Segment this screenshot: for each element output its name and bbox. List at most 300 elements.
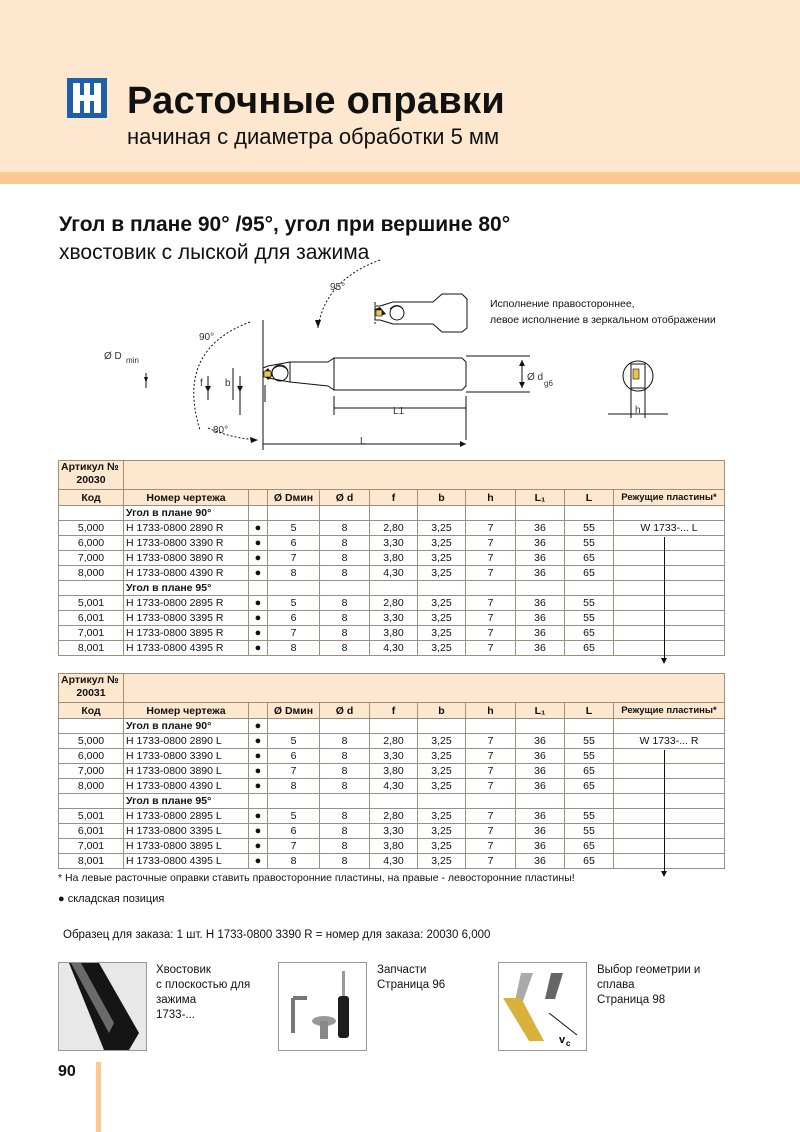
ref-parts-line: Запчасти: [377, 964, 427, 976]
cell-d: 8: [320, 779, 370, 794]
cell-insert: [614, 536, 725, 551]
group-empty-cell: [516, 719, 565, 734]
article-label: Артикул №: [61, 674, 119, 686]
group-row: [59, 506, 725, 521]
table-row: [59, 641, 725, 656]
group-title: Угол в плане 90°: [124, 719, 249, 734]
table-row: [59, 839, 725, 854]
cell-insert: [614, 596, 725, 611]
group-empty-cell: [418, 506, 466, 521]
continuation-arrow-icon: [664, 537, 665, 659]
column-header: Код: [59, 490, 124, 506]
drawing-note: [490, 296, 716, 328]
column-header: Номер чертежа: [124, 490, 249, 506]
cell-f: 2,80: [370, 809, 418, 824]
table-header-row: [59, 703, 725, 719]
column-header: L₁: [516, 703, 565, 719]
cell-insert: [614, 641, 725, 656]
ref-parts-line: Страница 96: [377, 979, 446, 991]
cell-l1: 36: [516, 854, 565, 869]
column-header: [249, 490, 268, 506]
cell-stock: ●: [249, 854, 268, 869]
cell-dmin: 6: [268, 749, 320, 764]
cell-stock: ●: [249, 839, 268, 854]
column-header: Ø Dмин: [268, 703, 320, 719]
cell-dmin: 6: [268, 611, 320, 626]
stock-legend: [58, 893, 164, 905]
stock-bullet-icon: ●: [58, 893, 65, 905]
cell-insert: [614, 809, 725, 824]
cell-f: 2,80: [370, 521, 418, 536]
ref-geometry-line: сплава: [597, 979, 635, 991]
table-row: [59, 734, 725, 749]
cell-l1: 36: [516, 809, 565, 824]
b-label: b: [225, 378, 231, 389]
cell-d: 8: [320, 551, 370, 566]
cell-d: 8: [320, 734, 370, 749]
page-subtitle: начиная с диаметра обработки 5 мм: [127, 124, 500, 149]
stock-legend-text: складская позиция: [67, 893, 165, 905]
cell-code: 7,000: [59, 551, 124, 566]
d-label: Ø d: [527, 372, 544, 383]
cell-stock: ●: [249, 521, 268, 536]
cell-stock: ●: [249, 824, 268, 839]
group-empty-cell: [565, 794, 614, 809]
group-empty-cell: [466, 581, 516, 596]
ref-geometry-text: [597, 963, 700, 1008]
cell-l1: 36: [516, 734, 565, 749]
cell-b: 3,25: [418, 551, 466, 566]
column-header: h: [466, 490, 516, 506]
footnote: * На левые расточные оправки ставить правосторонние пластины, на правые - левосторонние пластины!: [58, 872, 575, 884]
cell-code: 7,001: [59, 839, 124, 854]
group-spacer: [59, 506, 124, 521]
vc-label: v: [559, 1034, 566, 1046]
cell-l: 65: [565, 854, 614, 869]
cell-h: 7: [466, 749, 516, 764]
cell-dmin: 6: [268, 824, 320, 839]
cell-h: 7: [466, 551, 516, 566]
cell-insert: [614, 626, 725, 641]
group-row: [59, 794, 725, 809]
table-row: [59, 551, 725, 566]
cell-h: 7: [466, 779, 516, 794]
article-fill: [124, 461, 725, 490]
cell-drawing: H 1733-0800 3395 L: [124, 824, 249, 839]
cell-dmin: 8: [268, 566, 320, 581]
table-row: [59, 611, 725, 626]
cell-dmin: 5: [268, 734, 320, 749]
cell-dmin: 8: [268, 779, 320, 794]
article-fill: [124, 674, 725, 703]
ref-shank-line: с плоскостью для: [156, 979, 251, 991]
group-empty-cell: [370, 506, 418, 521]
cell-stock: ●: [249, 809, 268, 824]
group-empty-cell: [516, 506, 565, 521]
group-empty-cell: [466, 719, 516, 734]
article-row: [59, 674, 725, 703]
angle-95-label: 95°: [330, 282, 346, 293]
cell-drawing: H 1733-0800 2895 L: [124, 809, 249, 824]
cell-stock: ●: [249, 551, 268, 566]
cell-f: 4,30: [370, 779, 418, 794]
cell-h: 7: [466, 824, 516, 839]
column-header: h: [466, 703, 516, 719]
column-header: Код: [59, 703, 124, 719]
group-empty-cell: [320, 719, 370, 734]
column-header: L: [565, 703, 614, 719]
cell-insert: W 1733-... R: [614, 734, 725, 749]
cell-h: 7: [466, 734, 516, 749]
ref-shank-line: 1733-...: [156, 1009, 195, 1021]
column-header: b: [418, 490, 466, 506]
group-empty-cell: [418, 719, 466, 734]
group-empty-cell: [466, 794, 516, 809]
drawing-note-line1: Исполнение правостороннее,: [490, 298, 635, 310]
cell-h: 7: [466, 641, 516, 656]
cell-dmin: 8: [268, 641, 320, 656]
group-empty-cell: [614, 794, 725, 809]
group-stock-bullet: [249, 506, 268, 521]
cell-insert: [614, 854, 725, 869]
cell-l: 55: [565, 596, 614, 611]
cell-h: 7: [466, 764, 516, 779]
table-row: [59, 521, 725, 536]
cell-b: 3,25: [418, 626, 466, 641]
cell-l: 55: [565, 611, 614, 626]
cell-drawing: H 1733-0800 4390 L: [124, 779, 249, 794]
cell-b: 3,25: [418, 536, 466, 551]
tool-drawing: [90, 250, 790, 455]
cell-code: 7,001: [59, 626, 124, 641]
cell-l1: 36: [516, 779, 565, 794]
cell-l1: 36: [516, 626, 565, 641]
cell-stock: ●: [249, 566, 268, 581]
cell-drawing: H 1733-0800 3895 L: [124, 839, 249, 854]
cell-d: 8: [320, 824, 370, 839]
group-empty-cell: [516, 581, 565, 596]
cell-code: 5,000: [59, 734, 124, 749]
cell-l1: 36: [516, 596, 565, 611]
cell-l1: 36: [516, 764, 565, 779]
d-sub-label: g6: [544, 379, 553, 388]
cell-d: 8: [320, 809, 370, 824]
cell-stock: ●: [249, 626, 268, 641]
cell-dmin: 7: [268, 626, 320, 641]
cell-l1: 36: [516, 536, 565, 551]
ref-parts-text: [377, 963, 445, 993]
l1-label: L1: [393, 406, 405, 417]
group-stock-bullet: [249, 581, 268, 596]
spec-table-20030: [58, 460, 725, 656]
cell-d: 8: [320, 839, 370, 854]
cell-code: 6,001: [59, 824, 124, 839]
group-stock-bullet: ●: [249, 719, 268, 734]
cell-code: 6,001: [59, 611, 124, 626]
cell-stock: ●: [249, 749, 268, 764]
table-row: [59, 626, 725, 641]
article-cell: [59, 674, 124, 703]
table-row: [59, 764, 725, 779]
cell-code: 6,000: [59, 749, 124, 764]
cell-f: 3,80: [370, 764, 418, 779]
cell-h: 7: [466, 839, 516, 854]
group-empty-cell: [320, 506, 370, 521]
cell-drawing: H 1733-0800 3390 L: [124, 749, 249, 764]
cell-d: 8: [320, 596, 370, 611]
cell-d: 8: [320, 521, 370, 536]
cell-drawing: H 1733-0800 3395 R: [124, 611, 249, 626]
drawing-note-line2: левое исполнение в зеркальном отображении: [490, 314, 716, 326]
cell-l1: 36: [516, 611, 565, 626]
column-header: [249, 703, 268, 719]
cell-h: 7: [466, 611, 516, 626]
cell-l1: 36: [516, 566, 565, 581]
section-subtitle: хвостовик с лыской для зажима: [59, 241, 370, 264]
cell-l1: 36: [516, 641, 565, 656]
group-empty-cell: [268, 719, 320, 734]
cell-d: 8: [320, 536, 370, 551]
cell-insert: [614, 551, 725, 566]
cell-d: 8: [320, 626, 370, 641]
group-empty-cell: [516, 794, 565, 809]
cell-f: 4,30: [370, 854, 418, 869]
cell-f: 3,30: [370, 536, 418, 551]
cell-h: 7: [466, 626, 516, 641]
cell-l: 55: [565, 749, 614, 764]
page-number-bar: [96, 1062, 101, 1132]
group-empty-cell: [614, 506, 725, 521]
column-header: Номер чертежа: [124, 703, 249, 719]
cell-b: 3,25: [418, 779, 466, 794]
article-label: Артикул №: [61, 461, 119, 473]
group-empty-cell: [466, 506, 516, 521]
group-empty-cell: [370, 581, 418, 596]
group-spacer: [59, 581, 124, 596]
cell-stock: ●: [249, 734, 268, 749]
cell-code: 7,000: [59, 764, 124, 779]
header-stripe: [0, 172, 800, 184]
table-row: [59, 779, 725, 794]
cell-b: 3,25: [418, 521, 466, 536]
cell-b: 3,25: [418, 809, 466, 824]
cell-dmin: 7: [268, 551, 320, 566]
vc-sub-label: c: [566, 1039, 571, 1048]
continuation-arrow-icon: [664, 750, 665, 872]
angle-80-label: 80°: [213, 425, 229, 436]
table-row: [59, 854, 725, 869]
cell-insert: [614, 839, 725, 854]
cell-insert: [614, 824, 725, 839]
order-example: Образец для заказа: 1 шт. H 1733-0800 3390 R = номер для заказа: 20030 6,000: [63, 929, 491, 941]
group-spacer: [59, 794, 124, 809]
article-cell: [59, 461, 124, 490]
cell-h: 7: [466, 854, 516, 869]
table-row: [59, 809, 725, 824]
page-number: 90: [58, 1063, 76, 1080]
cell-insert: W 1733-... L: [614, 521, 725, 536]
cell-f: 4,30: [370, 566, 418, 581]
cell-code: 8,000: [59, 566, 124, 581]
cell-insert: [614, 611, 725, 626]
cell-b: 3,25: [418, 596, 466, 611]
group-empty-cell: [565, 719, 614, 734]
cell-l: 65: [565, 641, 614, 656]
page-title: Расточные оправки: [127, 80, 505, 122]
group-empty-cell: [320, 581, 370, 596]
group-empty-cell: [614, 581, 725, 596]
column-header: L₁: [516, 490, 565, 506]
group-stock-bullet: [249, 794, 268, 809]
group-title: Угол в плане 95°: [124, 794, 249, 809]
l-label: L: [360, 436, 366, 447]
cell-dmin: 8: [268, 854, 320, 869]
group-empty-cell: [565, 581, 614, 596]
cell-h: 7: [466, 809, 516, 824]
cell-f: 3,30: [370, 611, 418, 626]
cell-l: 55: [565, 824, 614, 839]
cell-insert: [614, 764, 725, 779]
cell-code: 5,001: [59, 809, 124, 824]
group-title: Угол в плане 95°: [124, 581, 249, 596]
group-empty-cell: [320, 794, 370, 809]
article-row: [59, 461, 725, 490]
cell-insert: [614, 749, 725, 764]
spec-table-20031: [58, 673, 725, 869]
group-empty-cell: [268, 581, 320, 596]
group-empty-cell: [268, 506, 320, 521]
cell-d: 8: [320, 611, 370, 626]
f-label: f: [200, 378, 203, 389]
cell-d: 8: [320, 764, 370, 779]
cell-code: 5,001: [59, 596, 124, 611]
cell-dmin: 5: [268, 809, 320, 824]
cell-drawing: H 1733-0800 3895 R: [124, 626, 249, 641]
ref-shank-line: зажима: [156, 994, 197, 1006]
company-logo: [67, 78, 107, 118]
cell-code: 8,000: [59, 779, 124, 794]
cell-code: 5,000: [59, 521, 124, 536]
cell-b: 3,25: [418, 611, 466, 626]
cell-f: 3,80: [370, 551, 418, 566]
cell-l: 65: [565, 839, 614, 854]
ref-geometry-line: Страница 98: [597, 994, 666, 1006]
dmin-label: Ø D: [104, 351, 122, 362]
shank-image: [58, 962, 147, 1051]
h-label: h: [635, 405, 641, 416]
group-empty-cell: [370, 794, 418, 809]
cell-l: 65: [565, 626, 614, 641]
cell-d: 8: [320, 641, 370, 656]
cell-stock: ●: [249, 596, 268, 611]
group-row: [59, 581, 725, 596]
group-spacer: [59, 719, 124, 734]
cell-d: 8: [320, 566, 370, 581]
cell-dmin: 5: [268, 521, 320, 536]
table-row: [59, 566, 725, 581]
cell-stock: ●: [249, 536, 268, 551]
cell-f: 2,80: [370, 734, 418, 749]
cell-l: 65: [565, 764, 614, 779]
column-header: f: [370, 703, 418, 719]
cell-dmin: 7: [268, 839, 320, 854]
cell-stock: ●: [249, 779, 268, 794]
cell-drawing: H 1733-0800 3390 R: [124, 536, 249, 551]
cell-l: 65: [565, 551, 614, 566]
cell-b: 3,25: [418, 734, 466, 749]
cell-l: 65: [565, 566, 614, 581]
column-header: b: [418, 703, 466, 719]
cell-drawing: H 1733-0800 3890 L: [124, 764, 249, 779]
cell-insert: [614, 566, 725, 581]
ref-shank-line: Хвостовик: [156, 964, 211, 976]
cell-b: 3,25: [418, 749, 466, 764]
cell-stock: ●: [249, 641, 268, 656]
column-header: Ø Dмин: [268, 490, 320, 506]
cell-l1: 36: [516, 824, 565, 839]
group-empty-cell: [268, 794, 320, 809]
geometry-image: [498, 962, 587, 1051]
cell-drawing: H 1733-0800 4390 R: [124, 566, 249, 581]
column-header: f: [370, 490, 418, 506]
cell-b: 3,25: [418, 764, 466, 779]
cell-insert: [614, 779, 725, 794]
cell-b: 3,25: [418, 641, 466, 656]
cell-l: 55: [565, 734, 614, 749]
group-row: [59, 719, 725, 734]
cell-b: 3,25: [418, 854, 466, 869]
cell-l: 55: [565, 809, 614, 824]
table-row: [59, 749, 725, 764]
group-empty-cell: [418, 794, 466, 809]
cell-h: 7: [466, 566, 516, 581]
cell-dmin: 7: [268, 764, 320, 779]
cell-f: 3,30: [370, 824, 418, 839]
column-header: Ø d: [320, 703, 370, 719]
cell-b: 3,25: [418, 839, 466, 854]
column-header: Режущие пластины*: [614, 490, 725, 506]
cell-b: 3,25: [418, 824, 466, 839]
cell-f: 4,30: [370, 641, 418, 656]
cell-drawing: H 1733-0800 3890 R: [124, 551, 249, 566]
article-number: 20031: [76, 687, 106, 699]
cell-l: 65: [565, 779, 614, 794]
section-title: Угол в плане 90° /95°, угол при вершине 80°: [59, 213, 511, 236]
cell-drawing: H 1733-0800 2890 L: [124, 734, 249, 749]
ref-shank-text: [156, 963, 250, 1023]
cell-l1: 36: [516, 749, 565, 764]
table-row: [59, 824, 725, 839]
cell-drawing: H 1733-0800 4395 R: [124, 641, 249, 656]
group-empty-cell: [370, 719, 418, 734]
cell-f: 2,80: [370, 596, 418, 611]
cell-f: 3,80: [370, 626, 418, 641]
cell-drawing: H 1733-0800 2890 R: [124, 521, 249, 536]
cell-l1: 36: [516, 521, 565, 536]
cell-l: 55: [565, 536, 614, 551]
cell-l1: 36: [516, 551, 565, 566]
cell-drawing: H 1733-0800 2895 R: [124, 596, 249, 611]
cell-dmin: 5: [268, 596, 320, 611]
group-title: Угол в плане 90°: [124, 506, 249, 521]
cell-h: 7: [466, 596, 516, 611]
cell-code: 8,001: [59, 641, 124, 656]
table-row: [59, 596, 725, 611]
table-header-row: [59, 490, 725, 506]
cell-stock: ●: [249, 764, 268, 779]
group-empty-cell: [614, 719, 725, 734]
spare-parts-image: [278, 962, 367, 1051]
